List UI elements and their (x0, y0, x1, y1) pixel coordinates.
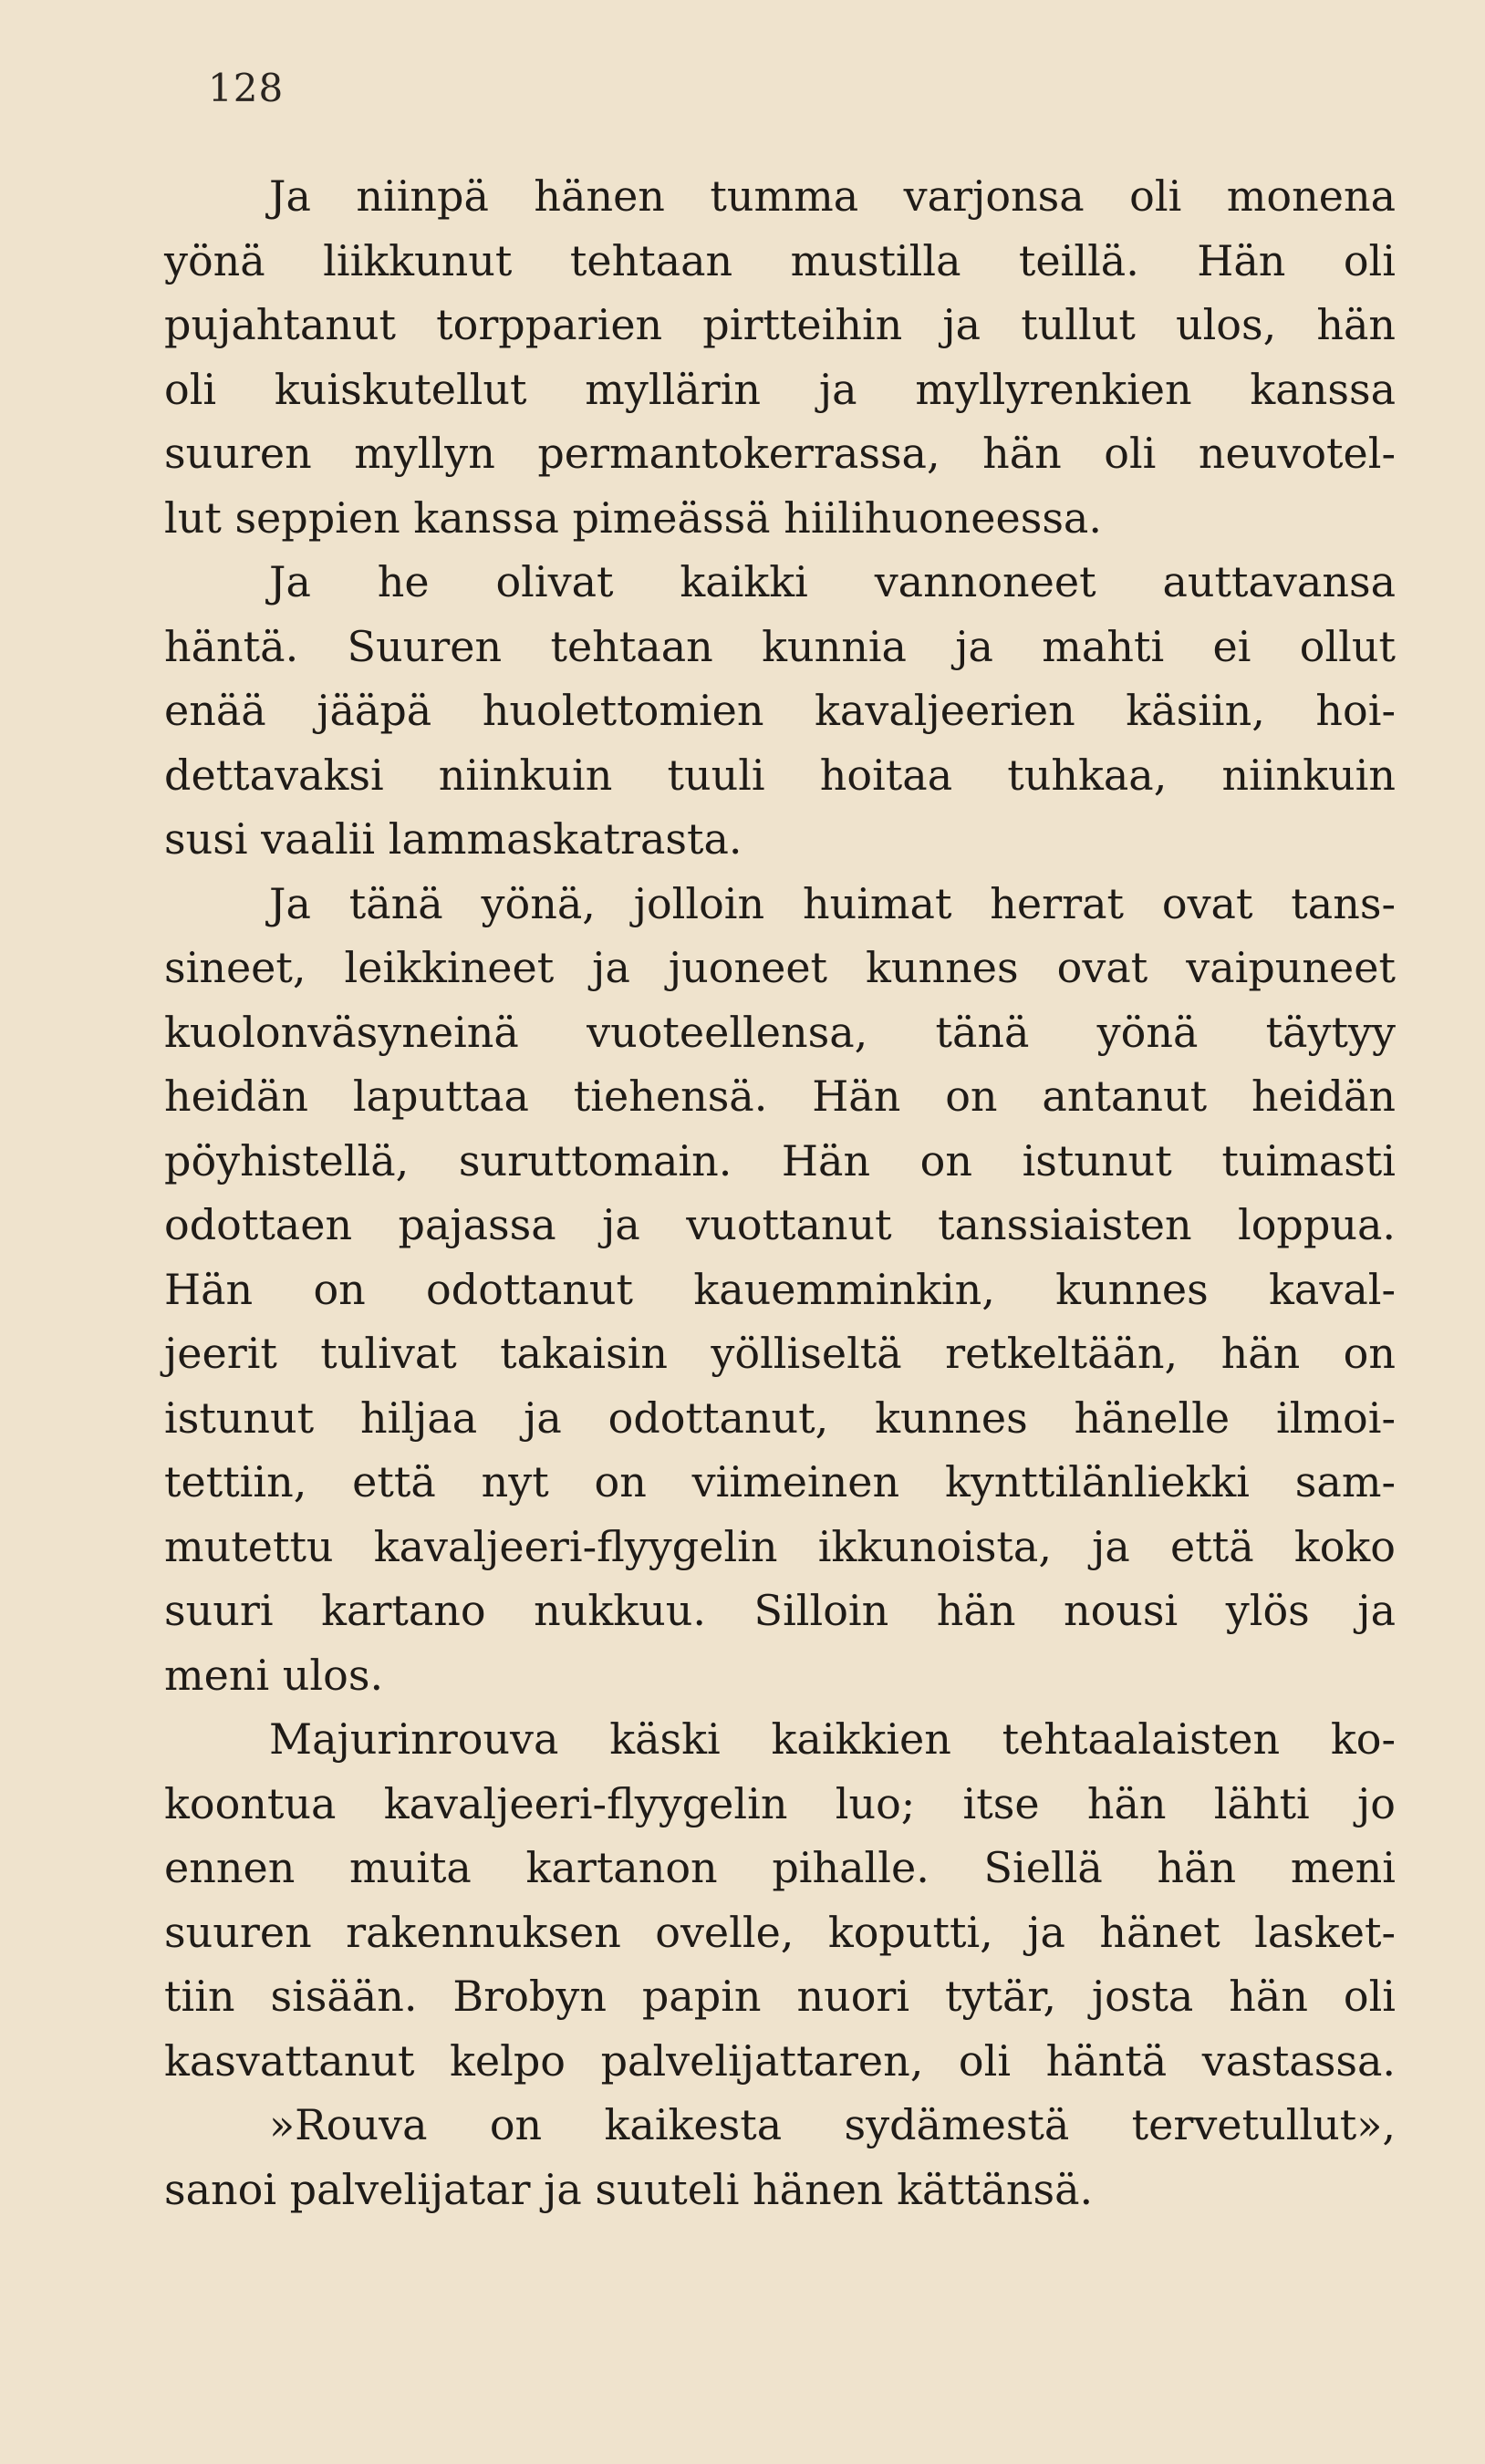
text-line: häntä. Suuren tehtaan kunnia ja mahti ei ollut (164, 621, 1396, 671)
text-line: yönä liikkunut tehtaan mustilla teillä. Hän oli (164, 235, 1396, 285)
text-line: Ja he olivat kaikki vannoneet auttavansa (269, 557, 1396, 606)
text-line: Ja tänä yönä, jolloin huimat herrat ovat tans- (269, 878, 1396, 928)
text-line: tiin sisään. Brobyn papin nuori tytär, josta hän oli (164, 1972, 1396, 2021)
text-line: suuren myllyn permantokerrassa, hän oli neuvotel- (164, 429, 1396, 478)
text-line: ennen muita kartanon pihalle. Siellä hän meni (164, 1843, 1396, 1892)
text-line: koontua kavaljeeri-flyygelin luo; itse hän lähti jo (164, 1778, 1396, 1828)
text-line: pujahtanut torpparien pirtteihin ja tullut ulos, hän (164, 300, 1396, 349)
text-line: enää jääpä huolettomien kavaljeerien käsiin, hoi- (164, 686, 1396, 735)
text-line: tettiin, että nyt on viimeinen kynttilänliekki sam- (164, 1457, 1396, 1506)
text-line: lut seppien kanssa pimeässä hiilihuoneessa. (164, 492, 1102, 543)
text-line: odottaen pajassa ja vuottanut tanssiaisten loppua. (164, 1200, 1396, 1249)
text-line: heidän laputtaa tiehensä. Hän on antanut heidän (164, 1072, 1396, 1121)
text-line: Ja niinpä hänen tumma varjonsa oli monena (269, 171, 1396, 221)
text-line: istunut hiljaa ja odottanut, kunnes hänelle ilmoi- (164, 1392, 1396, 1443)
text-line: jeerit tulivat takaisin yölliseltä retkeltään, hän on (164, 1329, 1396, 1378)
page-number: 128 (208, 66, 285, 110)
text-line: meni ulos. (164, 1650, 384, 1700)
text-line: kuolonväsyneinä vuoteellensa, tänä yönä täytyy (164, 1007, 1396, 1057)
text-line: Majurinrouva käski kaikkien tehtaalaisten ko- (269, 1714, 1396, 1764)
text-line: »Rouva on kaikesta sydämestä tervetullut», (269, 2100, 1396, 2149)
text-line: suuren rakennuksen ovelle, koputti, ja hänet lasket- (164, 1907, 1396, 1957)
text-line: susi vaalii lammaskatrasta. (164, 814, 742, 864)
text-line: Hän on odottanut kauemminkin, kunnes kaval- (164, 1264, 1396, 1314)
text-line: sanoi palvelijatar ja suuteli hänen kättänsä. (164, 2164, 1094, 2214)
text-line: mutettu kavaljeeri-flyygelin ikkunoista, ja että koko (164, 1521, 1396, 1571)
body-text (164, 164, 1396, 2221)
text-line: sineet, leikkineet ja juoneet kunnes ovat vaipuneet (164, 943, 1396, 992)
text-line: oli kuiskutellut myllärin ja myllyrenkien kanssa (164, 364, 1396, 414)
text-line: suuri kartano nukkuu. Silloin hän nousi ylös ja (164, 1586, 1396, 1635)
text-line: pöyhistellä, suruttomain. Hän on istunut tuimasti (164, 1135, 1396, 1185)
text-line: kasvattanut kelpo palvelijattaren, oli häntä vastassa. (164, 2035, 1396, 2086)
text-line: dettavaksi niinkuin tuuli hoitaa tuhkaa, niinkuin (164, 750, 1396, 800)
